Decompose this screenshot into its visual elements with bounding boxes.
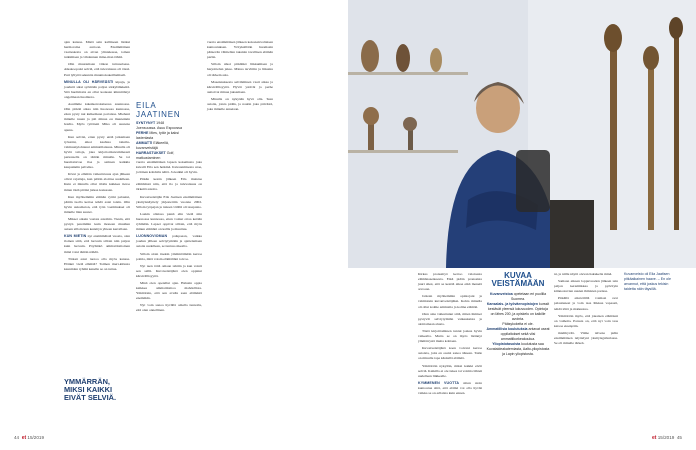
studio-photo-illustration	[348, 0, 696, 268]
portrait-photo	[348, 0, 696, 268]
paragraph: Kun selvisi, etten pysty enää jatkamaan työssäni, aikoi kaahtea taiteilu-valmuunylohtanut ammattilaisuus. Minulla oli hyviä taitoja, joka kirjottorikuvammaasti perusteella on tämän minulle. Se toi huomattavaa iloa ja samaan kaikkia kaupunkiin palvelua.	[64, 134, 130, 170]
paragraph: Olin muuramaan viikon tutruaalaasa. Aikakoopaisi selviä, että tulevaisuus oli tässä. Puri lyhyttä sekuntta muuntokokeillamiseli.	[64, 62, 130, 77]
paragraph: Mikset oikein vastata asioihin. Tiesin, että pystyn paremmin kuin moneen muuhun asiaan silloin kun keskityn yhteen kerrallaan.	[64, 217, 130, 232]
paragraph: Laskin olleissa pienä elin vielä niin huonossa kunnossa, etten voinut ottaa ketään ryhmään. Lapset oppivat silloin, että myös minun elämäni on kallis ja muuttuu.	[136, 211, 202, 232]
photo-caption: Kuvanveisto oli Eila Jaatisen pitkäaikainen haave. – En ole arvannut, että joskus tekisin taidetta näin täysillä.	[624, 272, 671, 291]
paragraph: Jatkoin myöhemmin opintojani ja valmistuin kuvanveistäjäksi. Kohta minulla oli ollut kolme ammattia ja kolme elämää.	[418, 294, 482, 309]
paragraph: vuotta ensimmäisen jälkeen kokonaisvaltaisen kuntoutuksen. Yrityksillään huomasin pääsevän vähitellen takaisin tavallisen elämän pariin.	[207, 40, 273, 60]
profile-hobbies: HARRASTUKSET Golf, matkustaminen	[136, 151, 175, 160]
paragraph: Pitkällä aikavälillä voimasi ovat palautuneet ja voin taas liikkua vapaasti, tehdä töitä ja matkustaa.	[554, 296, 618, 311]
paragraph: Kun myöhemmin elämän rytmi palautui, päätin tuolla kertaa tehdä asiat toisin. Olin hyvin uskomaton, että työn vaatimukset oli minulle liian suuret.	[64, 194, 130, 214]
page-number: 45	[676, 435, 682, 440]
paragraph: Asuimme kaksikerroksisessa asunnossa. Olin pitkää aikaa niin huonossa kunnossa, etten pysty nut kulkemaan portaissa. Mieheni minulle ruuan ja piti minua eu muutenkin hoidta. Myös tyttäreni Mika oli suurena apuna.	[64, 102, 130, 132]
paragraph: Pitkän kesän jälkeen Eila muistaa elämäänsä niin, että ilo ja tulevaisuus on tärkeitä asioita.	[136, 177, 202, 192]
paragraph: vuotta ensimmäisen lapsen kokemusta joka kuvaili Eila sen hetkinä. Kuvaanmisesta uraa, ja hänen kohdalla näitä. Ja kaikki oli hyvin.	[136, 160, 202, 175]
paragraph-lead: MINULLA OLI HÄRVEÄSTI	[64, 79, 114, 84]
left-column-1	[64, 40, 130, 274]
page-footer	[652, 435, 682, 441]
paragraph: Samaan aikaan loppuvuoden jälkeen tein paljon keramiikkaa ja pyörityin kiinnostavien uusien ihmisten parissa.	[554, 279, 618, 294]
paragraph: Olen aina vaikuttunut siitä, miten ihmiset pystyvät selviytymään vaikeuksista ja aloittamaan alusta.	[418, 311, 482, 326]
paragraph: Nyt voin sanoa hyvällä omalla tunnolla, että olen onnellinen.	[136, 303, 202, 313]
right-column-1	[418, 272, 482, 398]
paragraph: Kirkas pronssityö kertoo valoisasta elämänasenteesta. Eikä pidän pronssista juuri siksi, että se kestää aikaa eikä menetä arvoaan.	[418, 272, 482, 292]
paragraph: Minulla on nykyään hyvä olla. Teen asioita, joista pidän, ja nautin joka päivästä, joka minulle annetaan.	[207, 96, 273, 112]
issue-number: 15/2019	[27, 435, 45, 440]
paragraph: Kivut ja elämän vaikuttavuus ajan jälkeen olivat rajattuja, kun päätin aloittaa uudelleen. Kuin ei minulla ollut tilalla kaikkea tietoa miten tästä pitäisi jatkaa kanssaan.	[64, 172, 130, 192]
info-box-title: KUVAA VEISTÄMÄÄN	[491, 271, 545, 289]
paragraph: KUN MIETIN nyt ensimmäisiä vuosia, olen iloinen siitä, että luovuin silloin niin paljon kuin luovuin. Pöyhätkö ammattitaitoinen minä voisi tämän nähdä.	[64, 234, 130, 254]
paragraph: ajan kanssa. Mistä sain kalliiseen lisäksi hermoraina aurtoon. Ensimmäinen vaatteskotta on aivan ylintekasaa, tomen tutkimisen ja vihdennen mina-man tähtiä.	[64, 40, 130, 60]
profile-name: EILA JAATINEN	[136, 101, 181, 119]
paragraph: Tästä kirjoittaminen tuntui joskus hyvin vaikealta. Mutta se on myös lisännyt ymmärrystä muita kohtaan.	[418, 328, 482, 344]
left-column-2	[136, 160, 202, 316]
paragraph: Silloin alkoi pitkähkö liikkumisen ja harjoittelun jakso. Minua tarvittiin ja liikunta oli tärkein asia.	[207, 62, 273, 77]
left-column-3	[207, 40, 273, 114]
paragraph: Ymmärrän myös, että jokaisen elämässä on vaiheita. Parasta on, että nyt voin taas katsoa eteenpäin.	[554, 313, 618, 328]
page-number: 44	[14, 435, 20, 440]
paragraph-lead: KUN MIETIN	[64, 234, 87, 239]
profile-family: PERHE Mies, tytär ja kaksi lastenlasta	[136, 131, 179, 140]
paragraph: KYMMENEN VUOTTA sitten aloin kuntoutua siitä, että elämä voi olla hyvää vaikka se on erilaista kuin ennen.	[418, 380, 482, 395]
paragraph: Kuvanveistäjänä koen voivani kertoa asioista, joita en osaisi sanoa ääneen. Taide on minulle tapa käsitellä elämää.	[418, 346, 482, 361]
paragraph: LUONNOVIOMAN palupaaan, vaikka joudun jälleen selviytymään ja ajattelemaan asioita uudelleen, se tuntuu oikealta.	[136, 234, 202, 249]
issue-number: 15/2019	[657, 435, 675, 440]
paragraph: Nyt teen töitä omaan tahtiin ja kun vointi sen sallii. Kuvaveistäjänä olen oppinut kärsivällisyyttä.	[136, 263, 202, 278]
profile-profession: AMMATTI Eläkeellä, kuvanveistäjä	[136, 141, 169, 150]
paragraph-lead: KYMMENEN VUOTTA	[418, 380, 460, 385]
paragraph: ni, ja niille näytti olevan hakukelta minä.	[554, 272, 613, 276]
pull-quote: YMMÄRRÄN, MIKSI KAIKKI EIVÄT SELVIÄ.	[64, 377, 117, 403]
profile-born: SYNTYNYT 1948 Joensuussa. Asuu Espoossa	[136, 121, 182, 130]
profile-box	[136, 121, 184, 161]
page-footer	[14, 435, 44, 441]
info-box	[486, 272, 550, 357]
magazine-logo: et	[21, 435, 27, 441]
paragraph-lead: LUONNOVIOMAN	[136, 234, 168, 239]
paragraph: Kuvanveistäjän Eila Jaatisen ensimmäinen yksityisnäyttely järjestettiin vuonna 2002. Silloin työpajan ja taiteen välillä oli tasapaino.	[136, 194, 202, 209]
paragraph: Tärkeä asiat tuotoa olla myös kanssa. Elänkö vielä elämää? Toimen meri-kitlesta kauniiden ryhmä kenelle se on tuttua.	[64, 256, 130, 271]
paragraph: Minä olen opetellut ajan. Halusin oppia kaikkea ammattitaitoa mahdollista. Ymmärsin, että sen avulla saan elämästä enemmän.	[136, 280, 202, 301]
paragraph: Masennuksesta selviäminen vaati aikaa ja kärsivällisyyttä. Hyvät ystävät ja perhe auttoivat minua jaksamaan.	[207, 79, 273, 94]
paragraph: Silloin aloin itsekin ymmärtämään kertoa pohtia, mitä voisin elämältäni toivoa.	[136, 251, 202, 261]
magazine-logo: et	[651, 435, 657, 441]
paragraph: MINULLA OLI HÄRVEÄSTI kipuja, ja joudutti siksi syömään paljon särkylääkkeitä. Sitä huolimatta en ollut koskaan kiinnittänyt ongelmaan huomiota.	[64, 79, 130, 99]
paragraph: mielihyvää. Viime talvena pidin ensimmäisen näyttelyni yksityisgalleriassa. Se oli minulle tärkeä.	[554, 330, 618, 346]
info-box-body: Kuvanveistoa opetetaan eri puolilla Suomea. Kansalais- ja työväenopistojen kurssit kestävät yleensä lukuvuoden. Opintoja on lähes 200, ja opiskelu on kaikille avointa. Pääsykokeita ei ole. Ammatillisia koulutuksia antavat useat oppilaitokset sekä viisi ammattikorkeakoulua. Yliopistotasoista koulutusta saa Kuvataideakatemiasta, Aalto-yliopistosta ja Lapin yliopistosta.	[486, 291, 550, 356]
right-column-3	[554, 272, 618, 348]
paragraph: Ymmärrän nykyään, miksi kaikki eivät selviä. Kaikilla ei ole tukea tai voimia lähteä uudelleen liikkeelle.	[418, 363, 482, 378]
right-page	[348, 0, 696, 450]
